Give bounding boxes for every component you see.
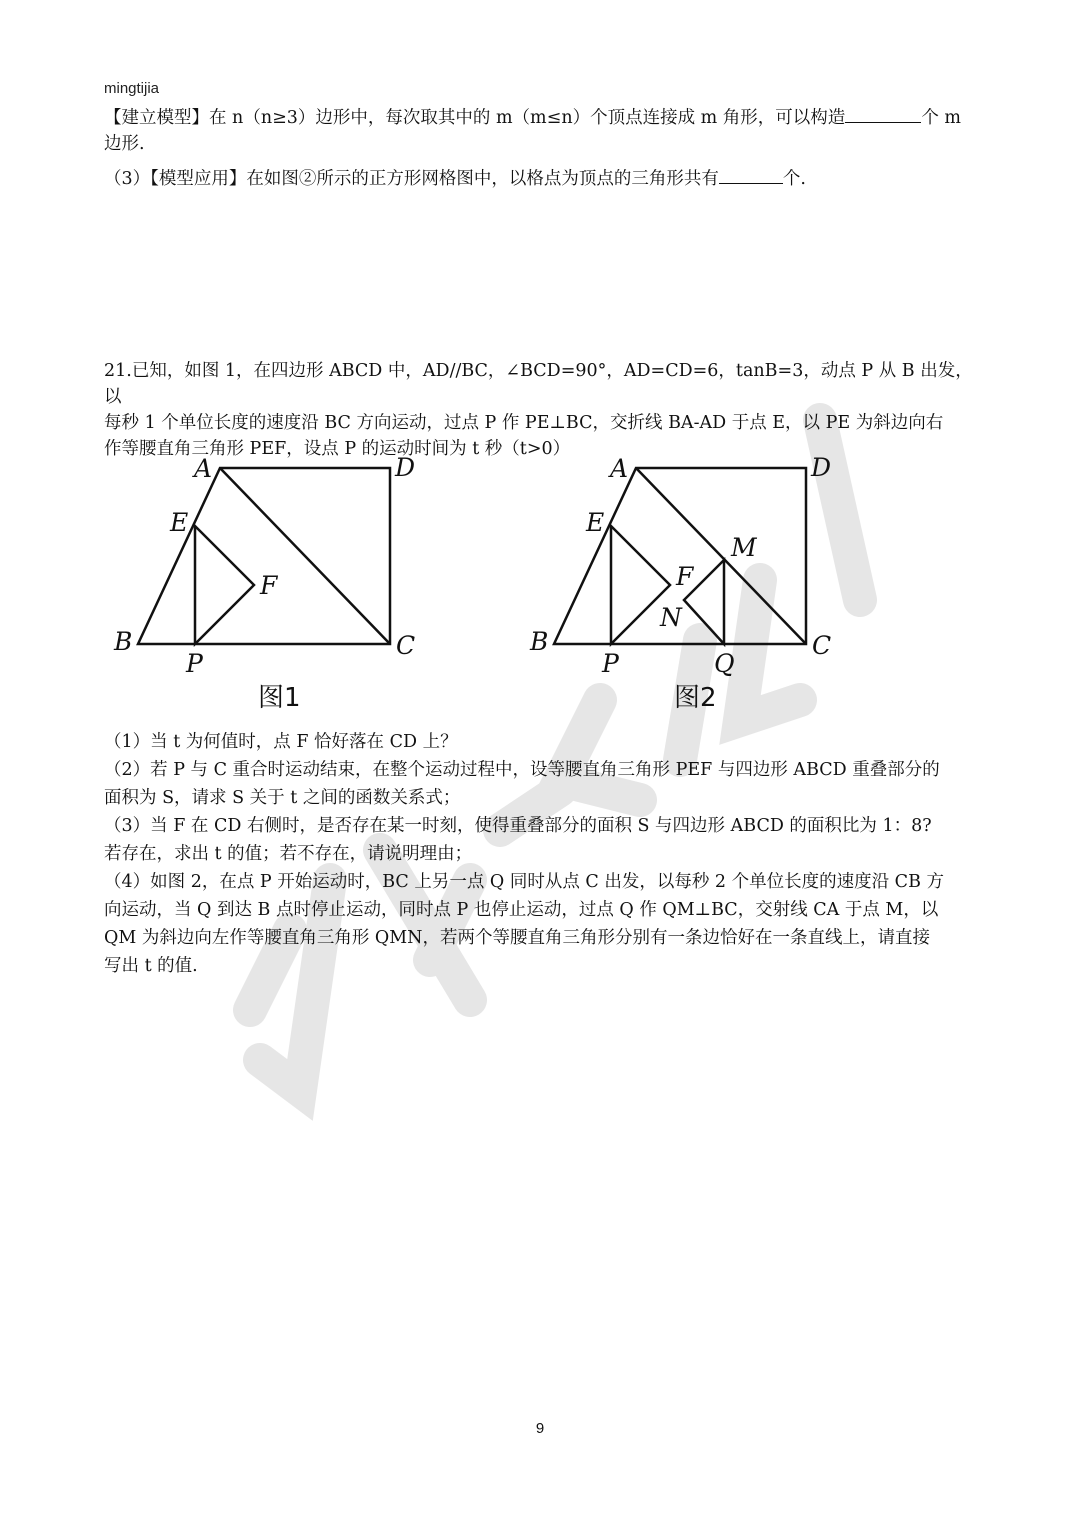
label-P: P xyxy=(186,649,203,678)
label-A: A xyxy=(194,454,213,483)
model-line-3 xyxy=(104,165,980,192)
question-4-line-3: QM 为斜边向左作等腰直角三角形 QMN，若两个等腰直角三角形分别有一条边恰好在一条直线上，请直接 xyxy=(104,928,930,948)
question-4-line-4: 写出 t 的值. xyxy=(104,956,198,976)
label-F: F xyxy=(260,571,278,600)
label-B: B xyxy=(530,627,549,656)
header-label: mingtijia xyxy=(104,80,160,97)
diagonal-ac xyxy=(220,468,390,644)
figure-2-caption: 图2 xyxy=(674,683,717,713)
questions-block xyxy=(104,728,980,980)
answer-blank-2 xyxy=(719,165,783,184)
question-3-line-1: （3）当 F 在 CD 右侧时，是否存在某一时刻，使得重叠部分的面积 S 与四边形 ABCD 的面积比为 1：8? xyxy=(104,816,932,836)
label-B: B xyxy=(114,627,133,656)
model-line-2: 边形. xyxy=(104,134,145,154)
figure-1 xyxy=(100,448,460,720)
label-P: P xyxy=(602,649,619,678)
model-text-1a: 【建立模型】在 n（n≥3）边形中，每次取其中的 m（m≤n）个顶点连接成 m 角形，可以构造 xyxy=(104,108,846,128)
figure-1-caption: 图1 xyxy=(258,683,301,713)
page-number: 9 xyxy=(535,1420,545,1437)
problem-21-line-2: 每秒 1 个单位长度的速度沿 BC 方向运动，过点 P 作 PE⊥BC，交折线 BA-AD 于点 E，以 PE 为斜边向右 xyxy=(104,413,944,433)
question-4-line-1: （4）如图 2，在点 P 开始运动时，BC 上另一点 Q 同时从点 C 出发，以每秒 2 个单位长度的速度沿 CB 方 xyxy=(104,872,944,892)
question-1: （1）当 t 为何值时，点 F 恰好落在 CD 上？ xyxy=(104,732,458,752)
question-3-line-2: 若存在，求出 t 的值；若不存在，请说明理由； xyxy=(104,844,473,864)
problem-21-line-3: 作等腰直角三角形 PEF，设点 P 的运动时间为 t 秒（t>0） xyxy=(104,439,571,459)
problem-21-statement xyxy=(104,358,980,462)
question-2-line-2: 面积为 S，请求 S 关于 t 之间的函数关系式； xyxy=(104,788,461,808)
model-text-3b: 个. xyxy=(782,169,806,189)
triangle-pef xyxy=(195,526,254,644)
model-section xyxy=(104,104,980,192)
label-E: E xyxy=(586,508,605,537)
quadrilateral-abcd xyxy=(138,468,390,644)
model-text-3a: （3）【模型应用】在如图②所示的正方形网格图中，以格点为顶点的三角形共有 xyxy=(104,169,719,189)
label-D: D xyxy=(395,453,416,482)
label-D: D xyxy=(811,453,832,482)
figure-2 xyxy=(516,448,876,720)
question-4-line-2: 向运动，当 Q 到达 B 点时停止运动，同时点 P 也停止运动，过点 Q 作 QM⊥BC，交射线 CA 于点 M，以 xyxy=(104,900,939,920)
model-text-1b: 个 m xyxy=(921,108,961,128)
label-M: M xyxy=(731,533,757,562)
label-E: E xyxy=(170,508,189,537)
label-F: F xyxy=(676,562,694,591)
question-2-line-1: （2）若 P 与 C 重合时运动结束，在整个运动过程中，设等腰直角三角形 PEF 与四边形 ABCD 重叠部分的 xyxy=(104,760,940,780)
label-Q: Q xyxy=(714,649,735,678)
problem-21-line-1: 21.已知，如图 1，在四边形 ABCD 中，AD//BC，∠BCD=90°，AD=CD=6，tanB=3，动点 P 从 B 出发，以 xyxy=(104,361,973,407)
label-N: N xyxy=(660,603,682,632)
answer-blank-1 xyxy=(845,104,921,123)
model-line-1 xyxy=(104,104,980,131)
label-A: A xyxy=(610,454,629,483)
label-C: C xyxy=(396,631,416,660)
label-C: C xyxy=(812,631,832,660)
